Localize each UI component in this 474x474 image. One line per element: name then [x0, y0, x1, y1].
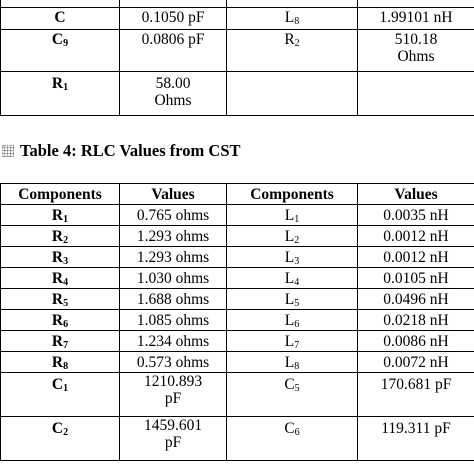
value-line-1: 58.00 [155, 75, 191, 92]
value-cell [120, 373, 227, 417]
table-row [1, 226, 474, 247]
component-label: R [51, 269, 64, 287]
value-text: 119.311 pF [381, 420, 451, 437]
value-cell [120, 205, 227, 226]
value-text: 170.681 pF [380, 376, 452, 393]
table-row [1, 373, 474, 417]
component-label: L [284, 332, 295, 350]
table-row [1, 417, 474, 461]
component-cell [1, 352, 120, 373]
component-label: R [51, 248, 64, 266]
table-row [1, 0, 474, 8]
column-header: Values [358, 184, 474, 205]
table-row [1, 247, 474, 268]
table-row [1, 72, 474, 116]
component-label: L [284, 353, 295, 371]
component-cell [227, 268, 358, 289]
component-subscript: 6 [294, 427, 300, 438]
component-label: R [51, 290, 64, 308]
component-cell [227, 8, 358, 30]
value-cell [358, 30, 474, 72]
caption-text: Table 4: RLC Values from CST [20, 141, 241, 160]
component-cell [1, 289, 120, 310]
component-cell [227, 417, 358, 461]
value-line-2: pF [164, 390, 182, 407]
value-cell [358, 310, 474, 331]
component-label: C [51, 31, 64, 48]
value-text: 0.0086 nH [383, 332, 449, 350]
component-subscript: 6 [63, 318, 69, 330]
component-cell [227, 373, 358, 417]
table-cell [1, 0, 120, 8]
component-label: L [284, 290, 295, 308]
value-cell [358, 247, 474, 268]
value-text: 0.0218 nH [383, 311, 449, 329]
value-text: 0.0012 nH [383, 248, 449, 266]
component-label: C [284, 420, 295, 437]
table-row [1, 289, 474, 310]
table-row [1, 8, 474, 30]
component-label: R [51, 332, 64, 350]
value-text: 0.0072 nH [383, 353, 449, 371]
value-text: 0.0496 nH [383, 290, 449, 308]
table-row [1, 30, 474, 72]
component-cell [227, 289, 358, 310]
component-subscript: 8 [63, 360, 69, 372]
value-cell [120, 72, 227, 116]
component-label: C [54, 9, 66, 26]
component-subscript: 7 [294, 339, 300, 351]
component-label: R [51, 227, 64, 245]
value-line-1: 1459.601 [143, 417, 203, 434]
component-cell [1, 310, 120, 331]
value-cell [120, 247, 227, 268]
table-header-row [1, 184, 474, 205]
value-cell [120, 289, 227, 310]
component-label: L [284, 227, 295, 245]
rlc-values-table [0, 183, 474, 461]
component-cell [227, 310, 358, 331]
component-subscript: 8 [294, 16, 300, 27]
value-line-1: 1210.893 [143, 373, 203, 390]
component-label: R [51, 353, 64, 371]
component-cell [227, 331, 358, 352]
value-cell [358, 352, 474, 373]
component-cell [227, 30, 358, 72]
component-subscript: 9 [63, 38, 69, 49]
component-label: R [51, 75, 64, 92]
component-subscript: 4 [294, 276, 300, 288]
component-label: C [51, 376, 64, 393]
component-subscript: 3 [63, 255, 69, 267]
component-subscript: 5 [294, 383, 300, 394]
previous-table [0, 0, 474, 116]
value-cell [358, 373, 474, 417]
component-label: R [51, 311, 64, 329]
component-subscript: 1 [63, 82, 69, 93]
value-cell [120, 417, 227, 461]
value-text: 0.0035 nH [383, 206, 449, 224]
component-cell [1, 8, 120, 30]
component-label: R [51, 206, 64, 224]
table-cell [358, 72, 474, 116]
component-subscript: 8 [294, 360, 300, 372]
component-subscript: 1 [294, 213, 300, 225]
component-subscript: 7 [63, 339, 69, 351]
value-cell [120, 268, 227, 289]
component-subscript: 1 [63, 383, 69, 394]
column-header: Components [227, 184, 358, 205]
table-cell [120, 0, 227, 8]
component-cell [1, 247, 120, 268]
table-cell [358, 0, 474, 8]
value-line-1: 1.293 ohms [136, 248, 210, 266]
component-label: L [284, 248, 295, 266]
component-cell [1, 373, 120, 417]
component-cell [1, 226, 120, 247]
value-line-1: 0.573 ohms [136, 353, 210, 371]
value-line-2: pF [164, 434, 182, 451]
value-line-1: 1.293 ohms [136, 227, 210, 245]
value-cell: 1.99101 nH [358, 8, 474, 30]
table-cell [227, 0, 358, 8]
value-cell: 0.0806 pF [120, 30, 227, 72]
value-cell [358, 331, 474, 352]
component-cell [1, 72, 120, 116]
value-cell [358, 268, 474, 289]
component-label: L [284, 9, 295, 26]
value-line-1: 1.085 ohms [136, 311, 210, 329]
component-subscript: 2 [63, 234, 69, 246]
component-cell [227, 205, 358, 226]
component-cell [1, 331, 120, 352]
component-cell [1, 205, 120, 226]
table-row [1, 352, 474, 373]
component-label: L [284, 206, 295, 224]
component-subscript: 2 [294, 38, 300, 49]
value-line-1: 1.030 ohms [136, 269, 210, 287]
value-text: 0.0105 nH [383, 269, 449, 287]
component-cell [227, 226, 358, 247]
value-cell [120, 331, 227, 352]
value-line-2: Ohms [154, 92, 192, 109]
component-label: C [284, 376, 295, 393]
component-cell [227, 247, 358, 268]
component-label: L [284, 311, 295, 329]
component-subscript: 5 [294, 297, 300, 309]
component-subscript: 4 [63, 276, 69, 288]
table-caption [2, 140, 241, 162]
column-header: Components [1, 184, 120, 205]
table-row [1, 331, 474, 352]
component-cell [227, 352, 358, 373]
value-line-1: 1.234 ohms [136, 332, 210, 350]
value-cell [358, 289, 474, 310]
value-text: 0.0012 nH [383, 227, 449, 245]
component-label: R [284, 31, 295, 48]
value-line-1: 1.688 ohms [136, 290, 210, 308]
value-cell [120, 310, 227, 331]
value-cell [120, 352, 227, 373]
component-subscript: 3 [294, 255, 300, 267]
component-subscript: 5 [63, 297, 69, 309]
component-label: C [51, 420, 64, 437]
value-line-1: 510.18 [394, 31, 438, 48]
component-subscript: 2 [63, 427, 69, 438]
table-row [1, 310, 474, 331]
column-header: Values [120, 184, 227, 205]
table-cell [227, 72, 358, 116]
component-cell [1, 30, 120, 72]
component-subscript: 6 [294, 318, 300, 330]
component-subscript: 1 [63, 213, 69, 225]
value-cell: 0.1050 pF [120, 8, 227, 30]
table-row [1, 205, 474, 226]
component-cell [1, 417, 120, 461]
component-subscript: 2 [294, 234, 300, 246]
component-cell [1, 268, 120, 289]
component-label: L [284, 269, 295, 287]
value-cell [358, 205, 474, 226]
value-cell [120, 226, 227, 247]
value-line-2: Ohms [397, 48, 435, 65]
value-cell [358, 226, 474, 247]
table-row [1, 268, 474, 289]
drag-handle-icon[interactable] [2, 145, 14, 157]
value-line-1: 0.765 ohms [136, 206, 210, 224]
value-cell [358, 417, 474, 461]
